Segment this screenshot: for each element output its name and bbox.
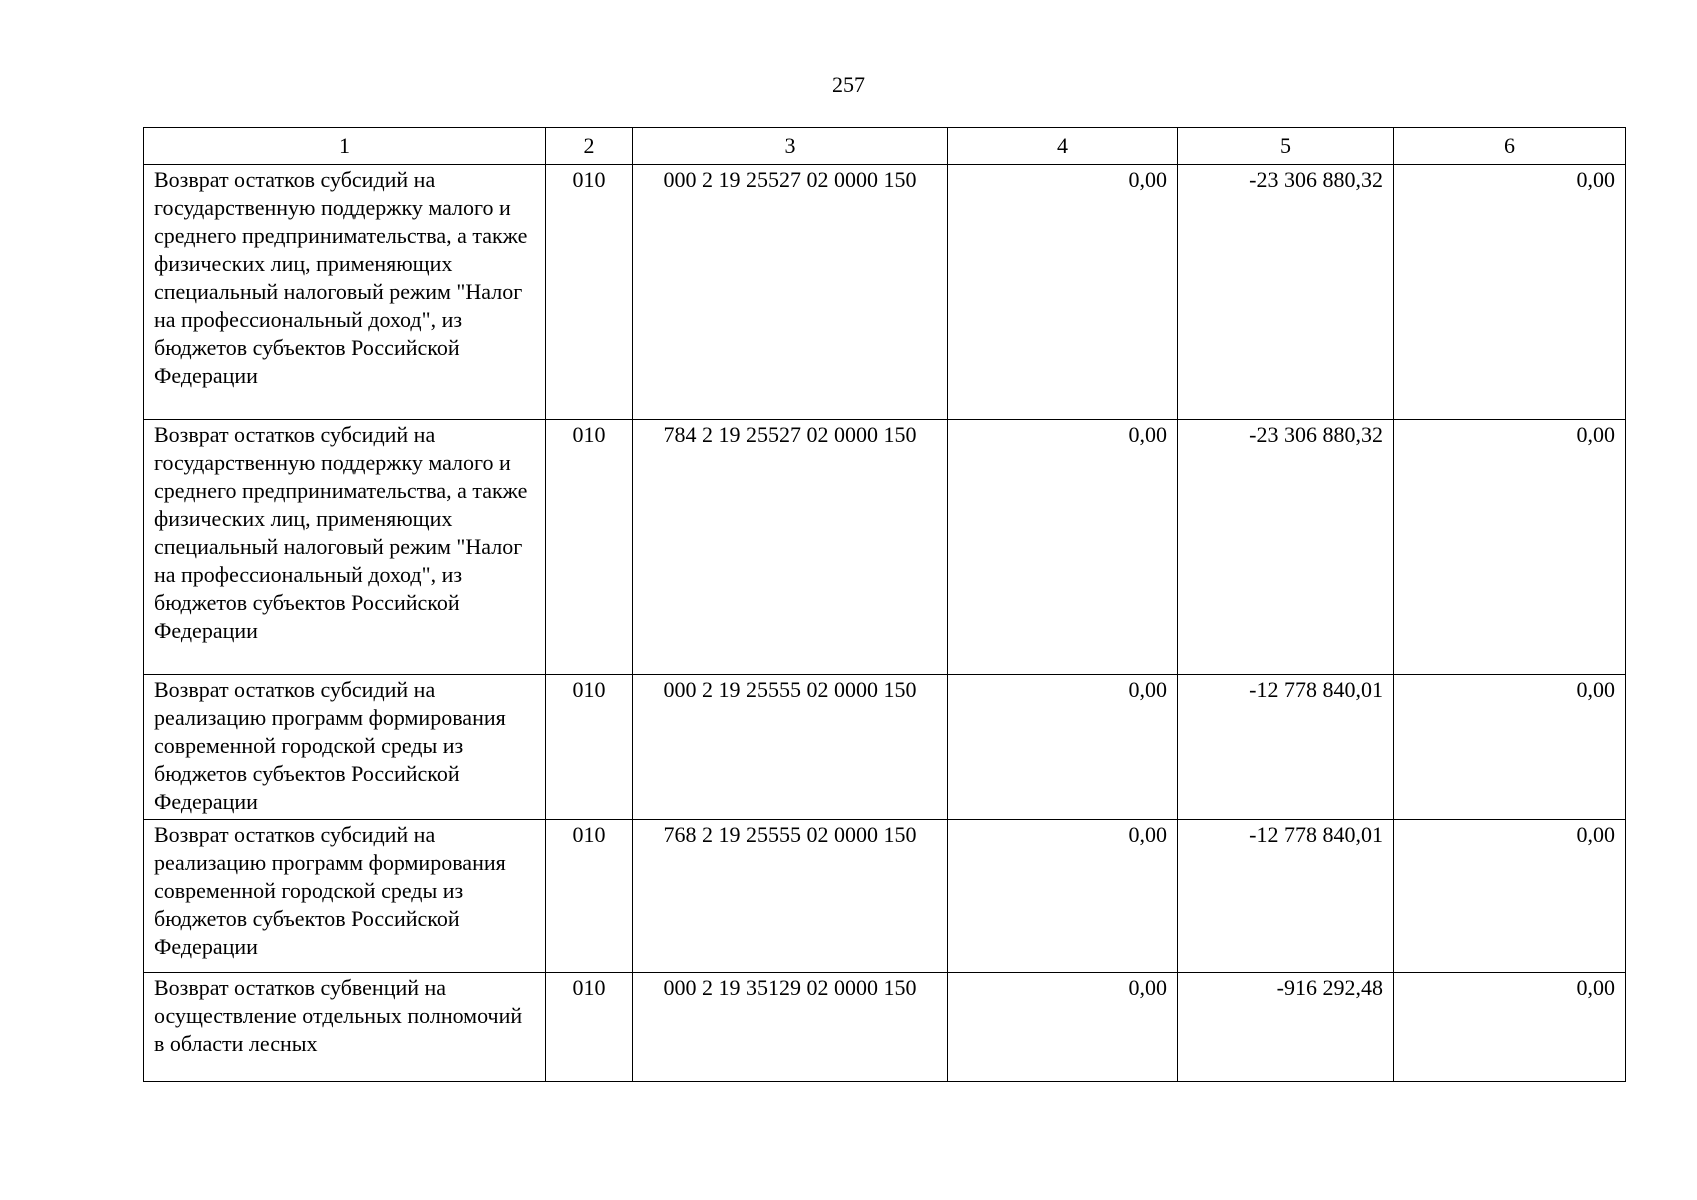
row-col6-cell — [1394, 165, 1626, 420]
row-name-cell — [144, 420, 546, 675]
row-col5: -23 306 880,32 — [1249, 422, 1383, 447]
row-name: Возврат остатков субсидий на государственную поддержку малого и среднего предпринимательства, а также физических лиц, применяющих специальный налоговый режим "Налог на профессиональный доход", из бюджетов субъектов Российской Федерации — [154, 422, 528, 643]
row-name: Возврат остатков субсидий на реализацию программ формирования современной городской среды из бюджетов субъектов Российской Федерации — [154, 822, 506, 959]
row-kbk: 000 2 19 25527 02 0000 150 — [663, 167, 917, 192]
row-code: 010 — [572, 677, 606, 702]
row-col6: 0,00 — [1576, 167, 1615, 192]
row-col6: 0,00 — [1576, 677, 1615, 702]
row-code-cell — [546, 165, 633, 420]
row-kbk: 000 2 19 25555 02 0000 150 — [663, 677, 917, 702]
row-col5: -916 292,48 — [1276, 975, 1383, 1000]
page-number: 257 — [832, 72, 865, 97]
row-kbk: 768 2 19 25555 02 0000 150 — [663, 822, 917, 847]
table-row — [144, 820, 1626, 973]
row-col6-cell — [1394, 420, 1626, 675]
row-name-cell — [144, 973, 546, 1082]
row-col6: 0,00 — [1576, 975, 1615, 1000]
row-col4: 0,00 — [1128, 975, 1167, 1000]
row-col4-cell — [948, 675, 1178, 820]
row-col5-cell — [1178, 973, 1394, 1082]
row-code-cell — [546, 675, 633, 820]
row-col6-cell — [1394, 820, 1626, 973]
row-col5: -12 778 840,01 — [1249, 822, 1383, 847]
row-name-cell — [144, 820, 546, 973]
column-header-4: 4 — [948, 128, 1178, 165]
row-col4: 0,00 — [1128, 167, 1167, 192]
table-header-row — [144, 128, 1626, 165]
row-kbk-cell — [633, 420, 948, 675]
column-header-6: 6 — [1394, 128, 1626, 165]
row-code: 010 — [572, 422, 606, 447]
row-col4-cell — [948, 165, 1178, 420]
table-row — [144, 420, 1626, 675]
row-code-cell — [546, 420, 633, 675]
column-header-1: 1 — [144, 128, 546, 165]
row-code: 010 — [572, 975, 606, 1000]
row-kbk: 000 2 19 35129 02 0000 150 — [663, 975, 917, 1000]
column-header-5: 5 — [1178, 128, 1394, 165]
row-code: 010 — [572, 822, 606, 847]
row-col4-cell — [948, 820, 1178, 973]
row-kbk-cell — [633, 820, 948, 973]
row-code-cell — [546, 973, 633, 1082]
row-code: 010 — [572, 167, 606, 192]
row-col5-cell — [1178, 420, 1394, 675]
budget-table — [143, 127, 1626, 1082]
row-col5-cell — [1178, 675, 1394, 820]
row-col6-cell — [1394, 675, 1626, 820]
row-name-cell — [144, 165, 546, 420]
row-col5: -12 778 840,01 — [1249, 677, 1383, 702]
row-col4: 0,00 — [1128, 422, 1167, 447]
row-col4-cell — [948, 420, 1178, 675]
row-col6: 0,00 — [1576, 422, 1615, 447]
table-row — [144, 165, 1626, 420]
row-name: Возврат остатков субвенций на осуществление отдельных полномочий в области лесных — [154, 975, 523, 1056]
row-kbk-cell — [633, 165, 948, 420]
row-col5: -23 306 880,32 — [1249, 167, 1383, 192]
row-col4: 0,00 — [1128, 677, 1167, 702]
row-col5-cell — [1178, 165, 1394, 420]
row-kbk-cell — [633, 675, 948, 820]
row-code-cell — [546, 820, 633, 973]
table-row — [144, 675, 1626, 820]
row-col6: 0,00 — [1576, 822, 1615, 847]
row-name: Возврат остатков субсидий на государственную поддержку малого и среднего предпринимательства, а также физических лиц, применяющих специальный налоговый режим "Налог на профессиональный доход", из бюджетов субъектов Российской Федерации — [154, 167, 528, 388]
row-col6-cell — [1394, 973, 1626, 1082]
row-kbk: 784 2 19 25527 02 0000 150 — [663, 422, 917, 447]
row-name: Возврат остатков субсидий на реализацию программ формирования современной городской среды из бюджетов субъектов Российской Федерации — [154, 677, 506, 814]
table-row — [144, 973, 1626, 1082]
row-col4-cell — [948, 973, 1178, 1082]
row-name-cell — [144, 675, 546, 820]
column-header-3: 3 — [633, 128, 948, 165]
row-kbk-cell — [633, 973, 948, 1082]
column-header-2: 2 — [546, 128, 633, 165]
row-col5-cell — [1178, 820, 1394, 973]
row-col4: 0,00 — [1128, 822, 1167, 847]
